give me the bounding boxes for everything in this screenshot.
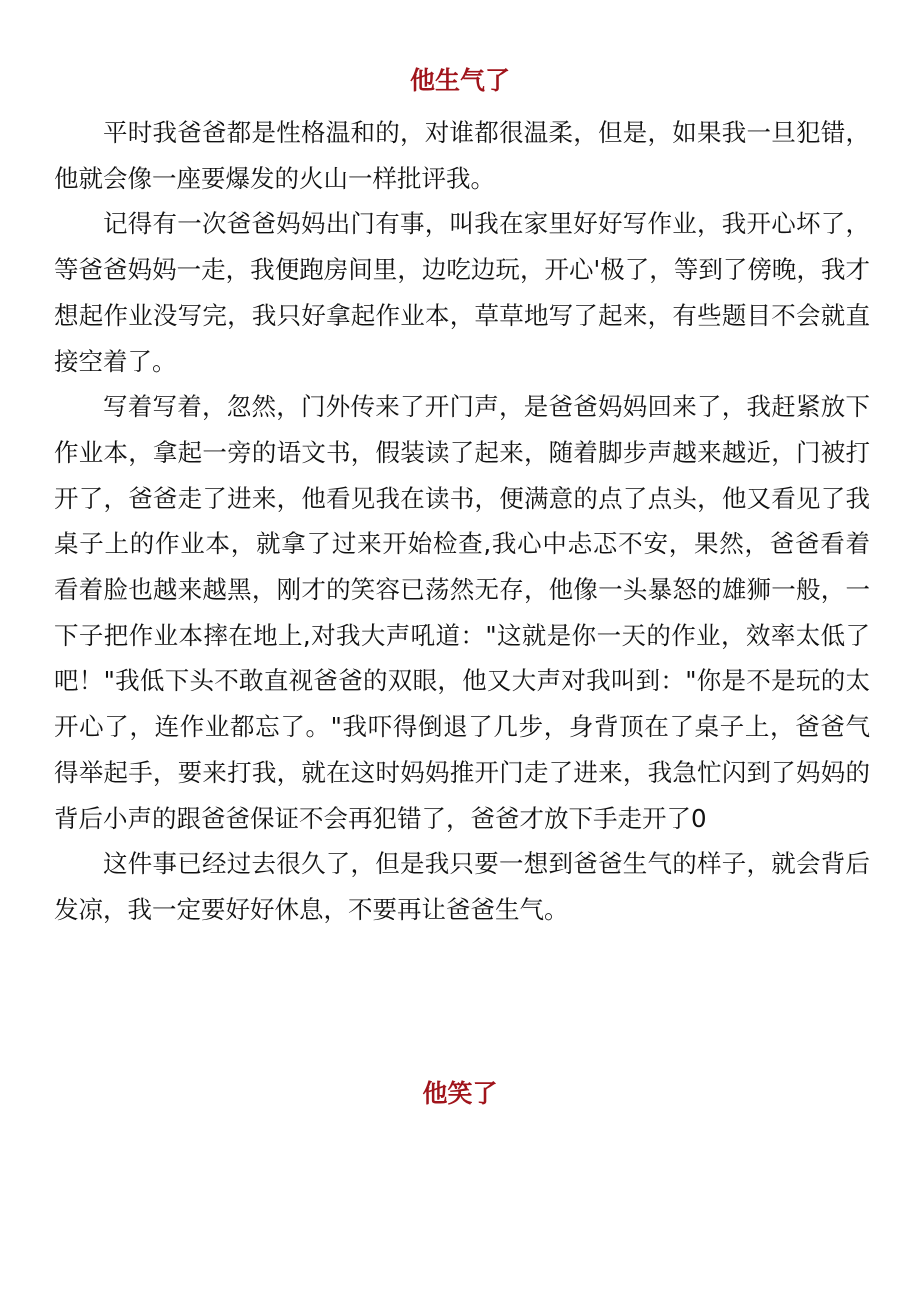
paragraph-2: 记得有一次爸爸妈妈出门有事，叫我在家里好好写作业，我开心坏了，等爸爸妈妈一走，我便跑房间里，边吃边玩，开心'极了，等到了傍晚，我才想起作业没写完，我只好拿起作业本，草草地写了起来，有些题目不会就直接空着了。 — [54, 209, 870, 376]
paragraph-1: 平时我爸爸都是性格温和的，对谁都很温柔，但是，如果我一旦犯错，他就会像一座要爆发的火山一样批评我。 — [54, 118, 870, 193]
paragraph-4: 这件事已经过去很久了，但是我只要一想到爸爸生气的样子，就会背后发凉，我一定要好好休息，不要再让爸爸生气。 — [54, 849, 870, 924]
next-essay-title: 他笑了 — [422, 1079, 498, 1108]
paragraph-3: 写着写着，忽然，门外传来了开门声，是爸爸妈妈回来了，我赶紧放下作业本，拿起一旁的语文书，假装读了起来，随着脚步声越来越近，门被打开了，爸爸走了进来，他看见我在读书，便满意的点了点头，他又看见了我桌子上的作业本，就拿了过来开始检查,我心中忐忑不安，果然，爸爸看着看着脸也越来越黑，刚才的笑容已荡然无存，他像一头暴怒的雄狮一般，一下子把作业本摔在地上,对我大声吼道："这就是你一天的作业，效率太低了吧！"我低下头不敢直视爸爸的双眼，他又大声对我叫到："你是不是玩的太开心了，连作业都忘了。"我吓得倒退了几步，身背顶在了桌子上，爸爸气得举起手，要来打我，就在这时妈妈推开门走了进来，我急忙闪到了妈妈的背后小声的跟爸爸保证不会再犯错了，爸爸才放下手走开了0 — [54, 392, 870, 833]
essay-title: 他生气了 — [409, 66, 510, 95]
essay-body — [54, 110, 870, 933]
